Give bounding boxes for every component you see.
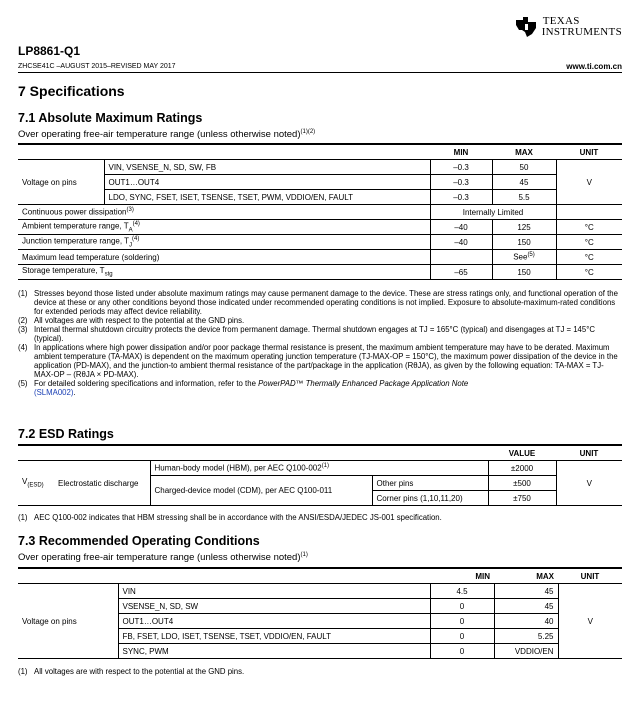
table-header-row [18, 144, 622, 160]
slma002-link[interactable]: (SLMA002) [34, 388, 74, 397]
col-value: VALUE [488, 445, 556, 461]
logo-line-1: TEXAS [542, 15, 580, 27]
voltage-label: Voltage on pins [18, 160, 104, 205]
cdm-corner-label: Corner pins (1,10,11,20) [372, 491, 488, 506]
part-number: LP8861-Q1 [18, 44, 81, 58]
esd-symbol: $V_{(ESD)}$ [18, 461, 54, 506]
cdm-corner-value: ±750 [488, 491, 556, 506]
table-row [18, 250, 622, 265]
unit-cell: V [556, 160, 622, 205]
unit-cell: V [558, 584, 622, 659]
max-cell: 50 [492, 160, 556, 175]
table-row [18, 235, 622, 250]
footnote: (5) For detailed soldering specifications and information, refer to the PowerPAD™ Thermally Enhanced Package Application Note (SLMA002). [18, 379, 469, 397]
min-cell: –0.3 [430, 190, 492, 205]
max-cell: 45 [494, 584, 558, 599]
ta-label: Ambient temperature range, $T_A^{(4)}$ [18, 220, 430, 235]
tj-label: Junction temperature range, $T_J^{(4)}$ [18, 235, 430, 250]
min-cell: 4.5 [430, 584, 494, 599]
abs-max-subtitle: Over operating free-air temperature range (unless otherwise noted)$^{(1)(2)}$ [18, 129, 316, 141]
ti-logo [514, 16, 622, 38]
cpd-label: Continuous power dissipation$^{(3)}$ [18, 205, 430, 220]
esd-table [18, 444, 622, 506]
min-cell: 0 [430, 644, 494, 659]
pins-cell: VIN, VSENSE_N, SD, SW, FB [104, 160, 430, 175]
footnote: (2) All voltages are with respect to the potential at the GND pins. [18, 316, 245, 325]
min-cell: –0.3 [430, 160, 492, 175]
min-cell: –40 [430, 220, 492, 235]
logo-line-2: INSTRUMENTS [541, 26, 622, 38]
unit-cell: °C [556, 265, 622, 280]
ti-logo-icon [514, 16, 538, 38]
page-header [18, 0, 622, 80]
section-title: 7 Specifications [18, 83, 125, 99]
cdm-label: Charged-device model (CDM), per AEC Q100-011 [150, 476, 372, 506]
table-header-row [18, 445, 622, 461]
pins-cell: FB, FSET, LDO, ISET, TSENSE, TSET, VDDIO/EN, FAULT [118, 629, 430, 644]
min-cell: –65 [430, 265, 492, 280]
cpd-value: Internally Limited [430, 205, 556, 220]
min-cell: 0 [430, 599, 494, 614]
max-cell: 5.25 [494, 629, 558, 644]
pins-cell: LDO, SYNC, FSET, ISET, TSENSE, TSET, PWM, VDDIO/EN, FAULT [104, 190, 430, 205]
max-cell: 45 [494, 599, 558, 614]
min-cell: –0.3 [430, 175, 492, 190]
roc-table [18, 567, 622, 659]
footnote: (1) AEC Q100-002 indicates that HBM stressing shall be in accordance with the ANSI/ESDA/JEDEC JS-001 specification. [18, 513, 442, 522]
unit-cell: °C [556, 235, 622, 250]
max-cell: 125 [492, 220, 556, 235]
unit-cell: °C [556, 250, 622, 265]
col-min: MIN [430, 568, 494, 584]
col-unit: UNIT [556, 144, 622, 160]
col-max: MAX [494, 568, 558, 584]
footnote: (4) In applications where high power dissipation and/or poor package thermal resistance is present, the maximum ambient temperature may have to be derated. Maximum ambient temperature (TA-MAX) is dependent on the maximum operating junction temperature (TJ-MAX-OP = 150°C), the maximum power dissipation of the device in the application (PD-MAX), and the junction-to ambient thermal resistance of the part/package in the application (RθJA), as given by the following equation: TA-MAX = TJ-MAX-OP – (RθJA × PD-MAX). [18, 343, 618, 379]
hbm-value: ±2000 [488, 461, 556, 476]
lead-label: Maximum lead temperature (soldering) [18, 250, 430, 265]
table-header-row [18, 568, 622, 584]
esd-title: 7.2 ESD Ratings [18, 427, 114, 441]
col-min: MIN [430, 144, 492, 160]
col-max: MAX [492, 144, 556, 160]
table-row [18, 205, 622, 220]
table-row [18, 190, 622, 205]
hbm-label: Human-body model (HBM), per AEC Q100-002$^{(1)}$ [150, 461, 488, 476]
lead-max: See$^{(5)}$ [492, 250, 556, 265]
max-cell: 150 [492, 265, 556, 280]
cdm-other-label: Other pins [372, 476, 488, 491]
table-row [18, 160, 622, 175]
min-cell: 0 [430, 614, 494, 629]
min-cell: 0 [430, 629, 494, 644]
max-cell: 45 [492, 175, 556, 190]
table-row [18, 220, 622, 235]
pins-cell: VIN [118, 584, 430, 599]
footnote: (1) All voltages are with respect to the potential at the GND pins. [18, 667, 245, 676]
pins-cell: OUT1…OUT4 [104, 175, 430, 190]
max-cell: 40 [494, 614, 558, 629]
pins-cell: VSENSE_N, SD, SW [118, 599, 430, 614]
col-unit: UNIT [558, 568, 622, 584]
cdm-other-value: ±500 [488, 476, 556, 491]
table-row [18, 461, 622, 476]
header-divider [18, 72, 622, 73]
unit-cell: °C [556, 220, 622, 235]
doc-id: ZHCSE41C –AUGUST 2015–REVISED MAY 2017 [18, 63, 176, 70]
max-cell: 5.5 [492, 190, 556, 205]
pins-cell: SYNC, PWM [118, 644, 430, 659]
footnote: (1) Stresses beyond those listed under absolute maximum ratings may cause permanent damage to the device. These are stress ratings only, and functional operation of the device at these or any other conditions beyond those indicated under recommended operating conditions is not implied. Exposure to absolute-maximum-rated conditions for extended periods may affect device reliability. [18, 289, 618, 316]
max-cell: VDDIO/EN [494, 644, 558, 659]
stg-label: Storage temperature, $T_{stg}$ [18, 265, 430, 280]
min-cell: –40 [430, 235, 492, 250]
col-unit: UNIT [556, 445, 622, 461]
esd-footnotes [18, 513, 622, 522]
abs-max-title: 7.1 Absolute Maximum Ratings [18, 111, 203, 125]
unit-cell: V [556, 461, 622, 506]
roc-footnotes [18, 667, 622, 676]
max-cell: 150 [492, 235, 556, 250]
roc-subtitle: Over operating free-air temperature range (unless otherwise noted)$^{(1)}$ [18, 552, 308, 564]
website-link[interactable]: www.ti.com.cn [566, 62, 622, 71]
table-row [18, 584, 622, 599]
abs-max-footnotes [18, 289, 622, 397]
table-row [18, 175, 622, 190]
esd-label: Electrostatic discharge [54, 461, 150, 506]
roc-title: 7.3 Recommended Operating Conditions [18, 534, 260, 548]
table-row [18, 265, 622, 280]
abs-max-table [18, 143, 622, 280]
footnote: (3) Internal thermal shutdown circuitry protects the device from permanent damage. Thermal shutdown engages at TJ = 165°C (typical) and disengages at TJ = 145°C (typical). [18, 325, 595, 343]
roc-voltage-label: Voltage on pins [18, 584, 118, 659]
pins-cell: OUT1…OUT4 [118, 614, 430, 629]
